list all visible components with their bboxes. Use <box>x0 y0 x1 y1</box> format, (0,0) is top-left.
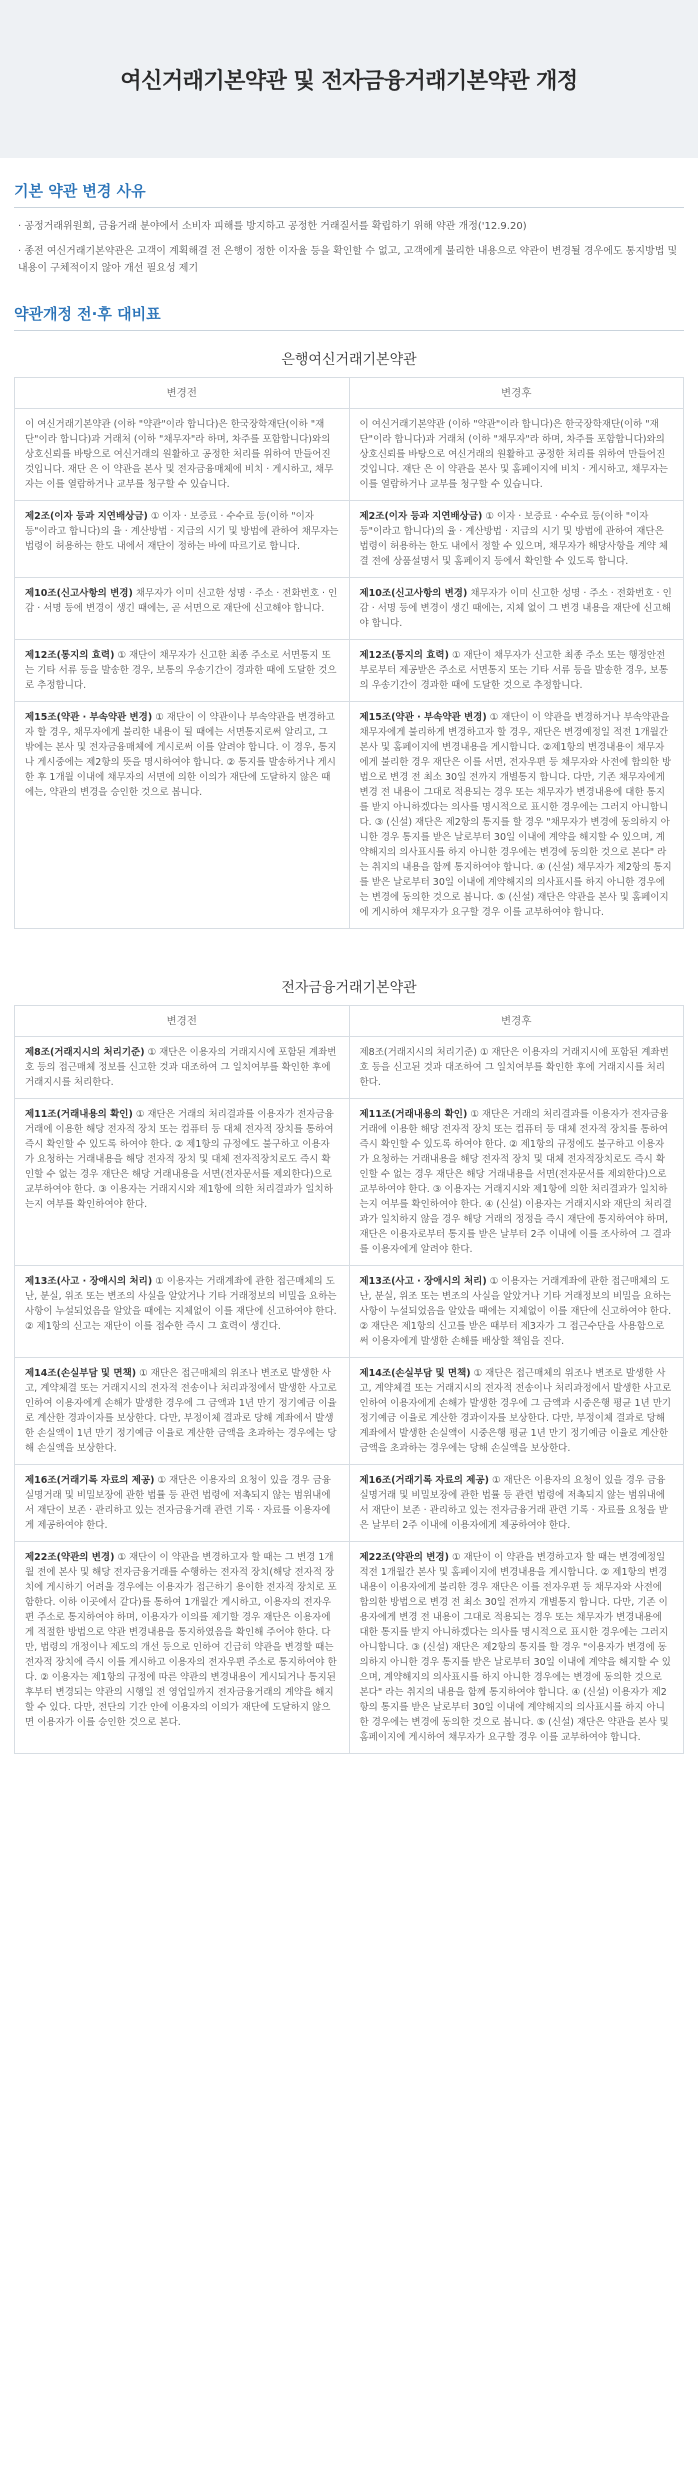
table-row <box>15 1542 684 1754</box>
reason-list <box>18 218 684 277</box>
reason-item: · 종전 여신거래기본약관은 고객이 계획해결 전 은행이 정한 이자율 등을 확인할 수 없고, 고객에게 불리한 내용으로 약관이 변경될 경우에도 통지방법 및 내용이 구체적이지 않아 개선 필요성 제기 <box>18 246 678 274</box>
table-row <box>15 501 684 578</box>
cell-before: 제11조(거래내용의 확인) ① 재단은 거래의 처리결과를 이용자가 전자금융거래에 이용한 해당 전자적 장치 또는 컴퓨터 등 대체 전자적 장치를 통하여 즉시 확인할 수 있도록 하여야 한다. ② 제1항의 규정에도 불구하고 이용자가 요청하는 거래내용을 해당 전자적 장치 및 대체 전자적장치로도 즉시 확인할 수 없는 경우 재단은 해당 거래내용을 서면(전자문서를 제외한다)으로 교부하여야 한다. ③ 이용자는 거래지시와 제1항에 의한 처리결과가 일치하는지 여부를 확인하여야 한다. <box>15 1099 350 1266</box>
col-before: 변경전 <box>15 378 350 409</box>
title-banner <box>0 0 698 158</box>
table-row <box>15 1358 684 1465</box>
cell-before: 제15조(약관 · 부속약관 변경) ① 재단이 이 약관이나 부속약관을 변경하고자 할 경우, 채무자에게 불리한 내용이 될 때에는 서면통지로써 알리고, 그 밖에는 본사 및 전자금융매체에 게시로써 이를 알려야 합니다. 이 경우, 통지나 게시중에는 제2항의 뜻을 명시하여야 합니다. ② 통지를 발송하거나 게시한 후 1개월 이내에 채무자의 서면에 의한 이의가 재단에 도달하지 않은 때에는, 약관의 변경을 승인한 것으로 봅니다. <box>15 702 350 929</box>
cell-before: 제8조(거래지시의 처리기준) ① 재단은 이용자의 거래지시에 포함된 계좌번호 등의 접근매체 정보를 신고한 것과 대조하여 그 일치여부를 확인한 후에 거래지시를 처리한다. <box>15 1037 350 1099</box>
table1 <box>14 377 684 929</box>
cell-before: 제22조(약관의 변경) ① 재단이 이 약관을 변경하고자 할 때는 그 변경 1개월 전에 본사 및 해당 전자금융거래를 수행하는 전자적 장치(해당 전자적 장치에 게시하기 어려울 경우에는 이용자가 접근하기 용이한 전자적 장치로 포함한다. 이하 이곳에서 같다)를 통하여 1개월간 게시하고, 이용자의 전자우편 주소로 통지하여야 하며, 이용자가 이의를 제기할 경우 재단은 이용자에게 적절한 방법으로 약관 변경내용을 통지하였음을 확인해 주어야 한다. 다만, 법령의 개정이나 제도의 개선 등으로 인하여 긴급히 약관을 변경할 때는 전자적 장치에 즉시 이를 게시하고 이용자의 전자우편 주소로 통지하여야 한다. ② 이용자는 제1항의 규정에 따른 약관의 변경내용이 게시되거나 통지된 후부터 변경되는 약관의 시행일 전 영업일까지 전자금융거래의 계약을 해지할 수 있다. 다만, 전단의 기간 안에 이용자의 이의가 재단에 도달하지 않으면 이용자가 이를 승인한 것으로 본다. <box>15 1542 350 1754</box>
table1-title: 은행여신거래기본약관 <box>281 352 417 368</box>
page-title: 여신거래기본약관 및 전자금융거래기본약관 개정 <box>120 68 578 94</box>
cell-after: 제22조(약관의 변경) ① 재단이 이 약관을 변경하고자 할 때는 변경예정일 적전 1개월간 본사 및 홈페이지에 변경내용을 게시합니다. ② 제1항의 변경내용이 이용자에게 불리한 경우 재단은 이를 전자우편 등 채무자와 사전에 합의한 방법으로 변경 전 최소 30일 전까지 개별통지 합니다. 다만, 기존 이용자에게 변경 전 내용이 그대로 적용되는 경우 또는 채무자가 변경내용에 대한 통지를 받지 아니하겠다는 의사를 명시적으로 표시한 경우에는 그러지 아니합니다. ③ (신설) 재단은 제2항의 통지를 할 경우 "이용자가 변경에 동의하지 아니한 경우 통지를 받은 날로부터 30일 이내에 계약을 해지할 수 있으며, 계약해지의 의사표시를 하지 아니한 경우에는 변경에 동의한 것으로 본다" 라는 취지의 내용을 함께 통지하여야 합니다. ④ (신설) 이용자가 제2항의 통지를 받은 날로부터 30일 이내에 계약해지의 의사표시를 하지 아니한 경우에는 변경에 동의한 것으로 봅니다. ⑤ (신설) 재단은 약관을 본사 및 홈페이지에 게시하여 채무자가 요구할 경우 이를 교부하여야 합니다. <box>349 1542 684 1754</box>
cell-after: 제10조(신고사항의 변경) 채무자가 이미 신고한 성명 · 주소 · 전화번호 · 인감 · 서명 등에 변경이 생긴 때에는, 지체 없이 그 변경 내용을 재단에 신고해야 합니다. <box>349 578 684 640</box>
divider <box>14 207 684 208</box>
table-row <box>15 702 684 929</box>
cell-after: 제15조(약관 · 부속약관 변경) ① 재단이 이 약관을 변경하거나 부속약관을 채무자에게 불리하게 변경하고자 할 경우, 재단은 변경예정일 적전 1개월간 본사 및 홈페이지에 변경내용을 게시합니다. ②제1항의 변경내용이 채무자에게 불리한 경우 재단은 이를 서면, 전자우편 등 채무자와 사전에 합의한 방법으로 변경 전 최소 30일 전까지 개별통지 합니다. 다만, 기존 채무자에게 변경 전 내용이 그대로 적용되는 경우 또는 채무자가 변경내용에 대한 통지를 받지 아니하겠다는 의사를 명시적으로 표시한 경우에는 그러지 아니합니다. ③ (신설) 재단은 제2항의 통지를 할 경우 "채무자가 변경에 동의하지 아니한 경우 통지를 받은 날로부터 30일 이내에 계약을 해지할 수 있으며, 계약해지의 의사표시를 하지 아니한 경우에는 변경에 동의한 것으로 본다" 라는 취지의 내용을 함께 통지하여야 합니다. ④ (신설) 채무자가 제2항의 통지를 받은 날로부터 30일 이내에 계약해지의 의사표시를 하지 아니한 경우에는 변경에 동의한 것으로 봅니다. ⑤ (신설) 재단은 약관을 본사 및 홈페이지에 게시하여 채무자가 요구할 경우 이를 교부하여야 합니다. <box>349 702 684 929</box>
cell-after: 제14조(손실부담 및 면책) ① 재단은 접근매체의 위조나 변조로 발생한 사고, 계약체결 또는 거래지시의 전자적 전송이나 처리과정에서 발생한 사고로 인하여 이용자에게 손해가 발생한 경우에 그 금액과 시중은행 평균 1년 만기 정기예금 이율로 계산한 경과이자를 보상한다. 다만, 부정이체 결과로 당해 계좌에서 발생한 손실액이 시중은행 평균 1년 만기 정기예금 이율로 계산한 금액을 초과하는 경우에는 당해 손실액을 보상한다. <box>349 1358 684 1465</box>
cell-after: 제13조(사고 · 장애시의 처리) ① 이용자는 거래계좌에 관한 접근매체의 도난, 분실, 위조 또는 변조의 사실을 알았거나 기타 거래정보의 비밀을 요하는 사항이 누설되었음을 알았을 때에는 지체없이 이를 재단에 신고하여야 한다. ② 재단은 제1항의 신고를 받은 때부터 제3자가 그 접근수단을 사용함으로써 이용자에게 발생한 손해를 배상할 책임을 진다. <box>349 1266 684 1358</box>
table2-title: 전자금융거래기본약관 <box>281 980 417 996</box>
table-row <box>15 1037 684 1099</box>
col-after: 변경후 <box>349 1006 684 1037</box>
compare-heading: 약관개정 전·후 대비표 <box>14 305 161 323</box>
table-row <box>15 1266 684 1358</box>
table-row <box>15 640 684 702</box>
cell-before: 제14조(손실부담 및 면책) ① 재단은 접근매체의 위조나 변조로 발생한 사고, 계약체결 또는 거래지시의 전자적 전송이나 처리과정에서 발생한 사고로 인하여 이용자에게 손해가 발생한 경우에 그 금액과 1년 만기 정기예금 이율로 계산한 경과이자를 보상한다. 다만, 부정이체 결과로 당해 계좌에서 발생한 손실액이 1년 만기 정기예금 이율로 계산한 금액을 초과하는 경우에는 당해 손실액을 보상한다. <box>15 1358 350 1465</box>
cell-before: 이 여신거래기본약관 (이하 "약관"이라 합니다)은 한국장학재단(이하 "재단"이라 합니다)과 거래처 (이하 "채무자"라 하며, 차주를 포함합니다)와의 상호신뢰를 바탕으로 여신거래의 원활하고 공정한 처리를 위하여 만들어진 것입니다. 재단 은 이 약관을 본사 및 전자금융매체에 비치 · 게시하고, 채무자는 이를 열람하거나 교부를 청구할 수 있습니다. <box>15 409 350 501</box>
table-row <box>15 1465 684 1542</box>
cell-after: 제2조(이자 등과 지연배상금) ① 이자 · 보증료 · 수수료 등(이하 "이자 등"이라고 합니다)의 율 · 계산방법 · 지급의 시기 및 방법에 관하여 재단은 법령이 허용하는 한도 내에서 정할 수 있으며, 채무자가 해당사항을 계약 체결 전에 상품설명서 및 홈페이지 등에서 확인할 수 있도록 합니다. <box>349 501 684 578</box>
cell-after: 제8조(거래지시의 처리기준) ① 재단은 이용자의 거래지시에 포함된 계좌번호 등을 신고된 것과 대조하여 그 일치여부를 확인한 후에 거래지시를 처리한다. <box>349 1037 684 1099</box>
table-row <box>15 1099 684 1266</box>
col-after: 변경후 <box>349 378 684 409</box>
reason-item: · 공정거래위원회, 금융거래 분야에서 소비자 피해를 방지하고 공정한 거래질서를 확립하기 위해 약관 개정('12.9.20) <box>18 221 527 232</box>
cell-before: 제12조(통지의 효력) ① 재단이 채무자가 신고한 최종 주소로 서면통지 또는 기타 서류 등을 발송한 경우, 보통의 우송기간이 경과한 때에 도달한 것으로 추정합니다. <box>15 640 350 702</box>
cell-before: 제13조(사고 · 장애시의 처리) ① 이용자는 거래계좌에 관한 접근매체의 도난, 분실, 위조 또는 변조의 사실을 알았거나 기타 거래정보의 비밀을 요하는 사항이 누설되었음을 알았을 때에는 지체없이 이를 재단에 신고하여야 한다. ② 제1항의 신고는 재단이 이를 접수한 즉시 그 효력이 생긴다. <box>15 1266 350 1358</box>
cell-before: 제10조(신고사항의 변경) 채무자가 이미 신고한 성명 · 주소 · 전화번호 · 인감 · 서명 등에 변경이 생긴 때에는, 곧 서면으로 재단에 신고해야 합니다. <box>15 578 350 640</box>
reason-heading: 기본 약관 변경 사유 <box>14 182 146 200</box>
col-before: 변경전 <box>15 1006 350 1037</box>
cell-after: 제12조(통지의 효력) ① 재단이 채무자가 신고한 최종 주소 또는 행정안전부로부터 제공받은 주소로 서면통지 또는 기타 서류 등을 발송한 경우, 보통의 우송기간이 경과한 때에 도달한 것으로 추정합니다. <box>349 640 684 702</box>
cell-after: 이 여신거래기본약관 (이하 "약관"이라 합니다)은 한국장학재단(이하 "재단"이라 합니다)과 거래처 (이하 "채무자"라 하며, 차주를 포함합니다)와의 상호신뢰를 바탕으로 여신거래의 원활하고 공정한 처리를 위하여 만들어진 것입니다. 재단 은 이 약관을 본사 및 홈페이지에 비치 · 게시하고, 채무자는 이를 열람하거나 교부를 청구할 수 있습니다. <box>349 409 684 501</box>
divider <box>14 330 684 331</box>
table-row <box>15 578 684 640</box>
cell-after: 제11조(거래내용의 확인) ① 재단은 거래의 처리결과를 이용자가 전자금융거래에 이용한 해당 전자적 장치 또는 컴퓨터 등 대체 전자적 장치를 통하여 즉시 확인할 수 있도록 하여야 한다. ② 제1항의 규정에도 불구하고 이용자가 요청하는 거래내용을 해당 전자적 장치 및 대체 전자적장치로도 즉시 확인할 수 없는 경우 재단은 해당 거래내용을 서면(전자문서를 제외한다)으로 교부하여야 한다. ③ 이용자는 거래지시와 제1항에 의한 처리결과가 일치하는지 여부를 확인하여야 한다. ④ (신설) 이용자는 거래지시와 재단의 처리결과가 일치하지 않을 경우 해당 거래의 정정을 즉시 재단에 통지하여야 하며, 재단은 이용자로부터 통지를 받은 날부터 2주 이내에 이를 조사하여 그 결과를 이용자에게 알려야 한다. <box>349 1099 684 1266</box>
cell-before: 제16조(거래기록 자료의 제공) ① 재단은 이용자의 요청이 있을 경우 금융실명거래 및 비밀보장에 관한 법률 등 관련 법령에 저촉되지 않는 범위내에서 재단이 보존 · 관리하고 있는 전자금융거래 관련 기록 · 자료를 이용자에게 제공하여야 한다. <box>15 1465 350 1542</box>
table-row <box>15 409 684 501</box>
table2 <box>14 1005 684 1754</box>
cell-before: 제2조(이자 등과 지연배상금) ① 이자 · 보증료 · 수수료 등(이하 "이자 등"이라고 합니다)의 율 · 계산방법 · 지급의 시기 및 방법에 관하여 채무자는 법령이 허용하는 한도 내에서 재단이 정하는 바에 따르기로 합니다. <box>15 501 350 578</box>
cell-after: 제16조(거래기록 자료의 제공) ① 재단은 이용자의 요청이 있을 경우 금융실명거래 및 비밀보장에 관한 법률 등 관련 법령에 저촉되지 않는 범위내에서 재단이 보존 · 관리하고 있는 전자금융거래 관련 기록 · 자료를 요청을 받은 날부터 2주 이내에 이용자에게 제공하여야 한다. <box>349 1465 684 1542</box>
